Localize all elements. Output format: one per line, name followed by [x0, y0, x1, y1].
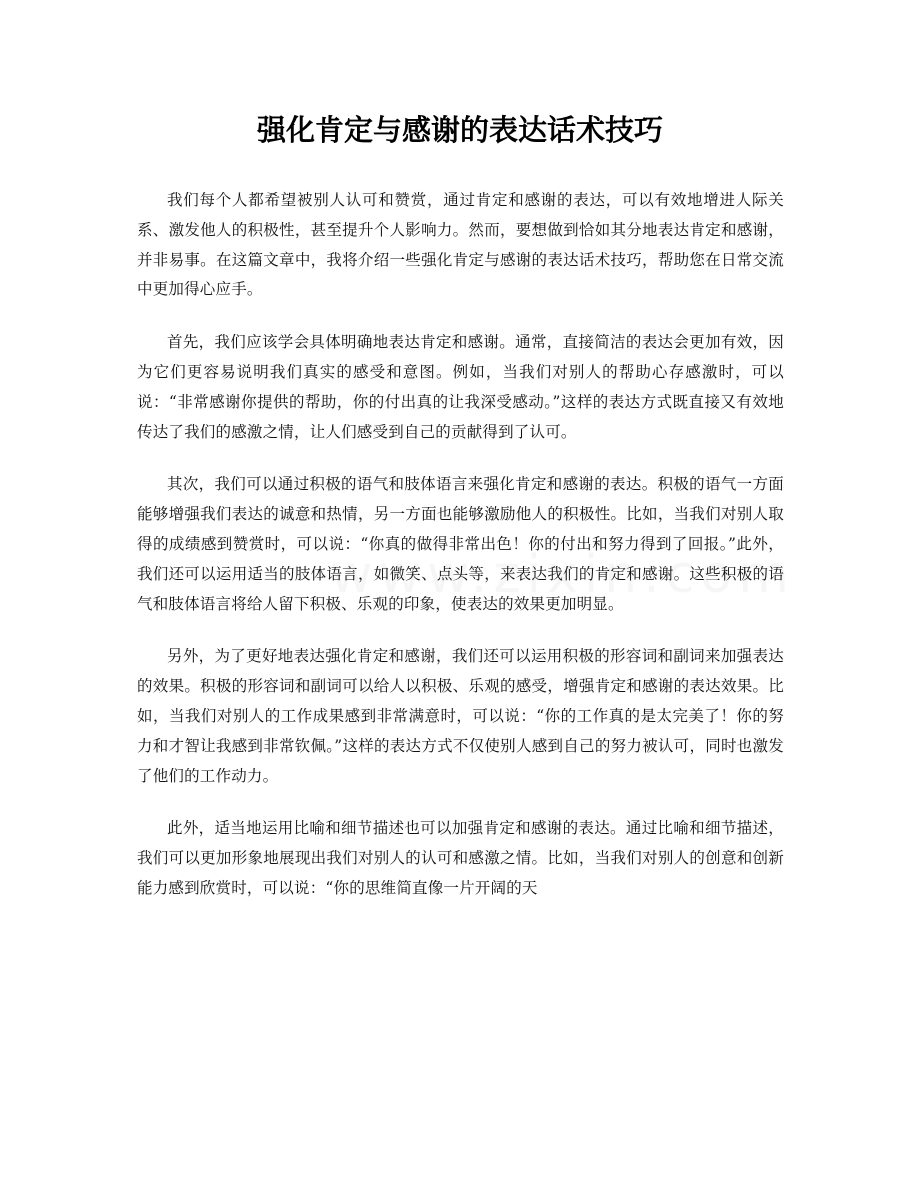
paragraph-third: 另外，为了更好地表达强化肯定和感谢，我们还可以运用积极的形容词和副词来加强表达的效果。积极的形容词和副词可以给人以积极、乐观的感受，增强肯定和感谢的表达效果。比如，当我们对别人的工作成果感到非常满意时，可以说：“你的工作真的是太完美了！你的努力和才智让我感到非常钦佩。”这样的表达方式不仅使别人感到自己的努力被认可，同时也激发了他们的工作动力。 — [137, 647, 784, 785]
document-body — [137, 186, 784, 927]
paragraph-intro: 我们每个人都希望被别人认可和赞赏，通过肯定和感谢的表达，可以有效地增进人际关系、激发他人的积极性，甚至提升个人影响力。然而，要想做到恰如其分地表达肯定和感谢，并非易事。在这篇文章中，我将介绍一些强化肯定与感谢的表达话术技巧，帮助您在日常交流中更加得心应手。 — [137, 191, 784, 299]
document-title: 强化肯定与感谢的表达话术技巧 — [256, 113, 663, 147]
paragraph-fourth: 此外，适当地运用比喻和细节描述也可以加强肯定和感谢的表达。通过比喻和细节描述，我们可以更加形象地展现出我们对别人的认可和感激之情。比如，当我们对别人的创意和创新能力感到欣赏时，可以说：“你的思维简直像一片开阔的天 — [137, 819, 784, 897]
paragraph-second: 其次，我们可以通过积极的语气和肢体语言来强化肯定和感谢的表达。积极的语气一方面能够增强我们表达的诚意和热情，另一方面也能够激励他人的积极性。比如，当我们对别人取得的成绩感到赞赏时，可以说：“你真的做得非常出色！你的付出和努力得到了回报。”此外，我们还可以运用适当的肢体语言，如微笑、点头等，来表达我们的肯定和感谢。这些积极的语气和肢体语言将给人留下积极、乐观的印象，使表达的效果更加明显。 — [137, 475, 784, 613]
paragraph-first: 首先，我们应该学会具体明确地表达肯定和感谢。通常，直接简洁的表达会更加有效，因为它们更容易说明我们真实的感受和意图。例如，当我们对别人的帮助心存感激时，可以说：“非常感谢你提供的帮助，你的付出真的让我深受感动。”这样的表达方式既直接又有效地传达了我们的感激之情，让人们感受到自己的贡献得到了认可。 — [137, 333, 784, 441]
